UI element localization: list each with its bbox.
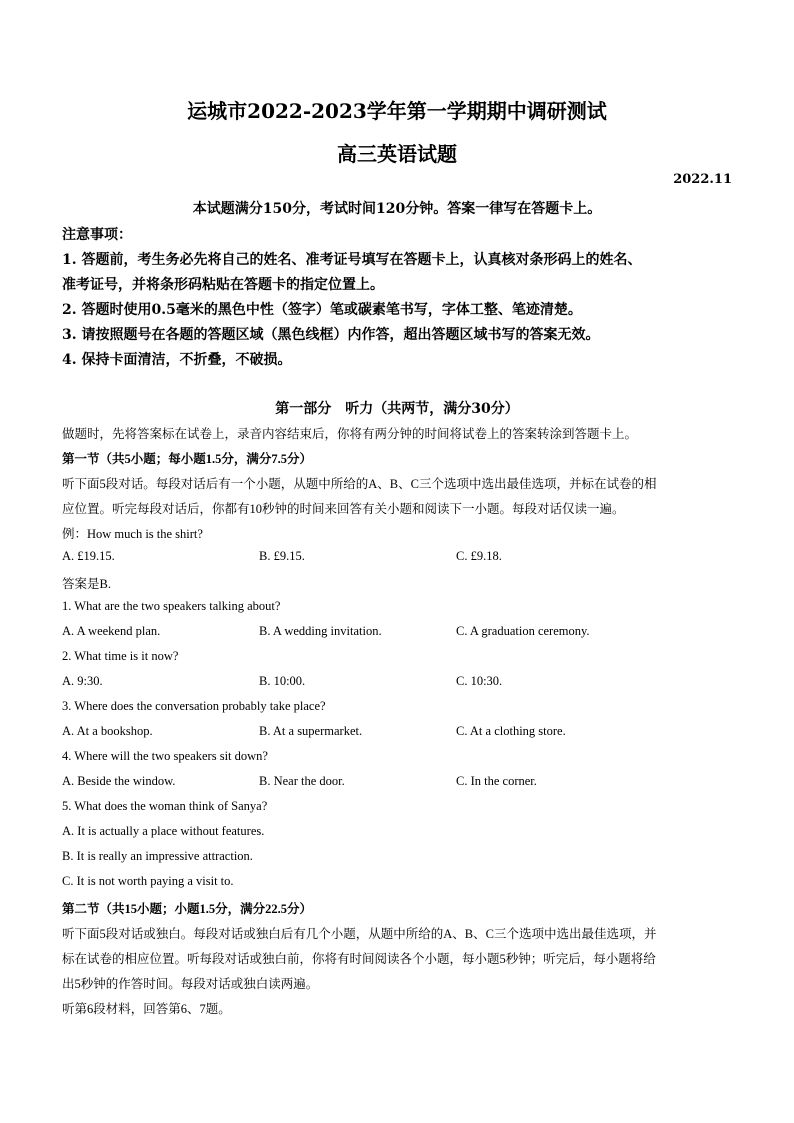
section2-desc-2: 标在试卷的相应位置。听每段对话或独白前，你将有时间阅读各个小题，每小题5秒钟；听完后，每小题将给: [62, 952, 656, 966]
example-answer: 答案是B.: [62, 577, 111, 591]
question-1-option-c: C. A graduation ceremony.: [456, 624, 590, 638]
example-option-b: B. £9.15.: [259, 549, 305, 563]
section1-desc-2: 应位置。听完每段对话后，你都有10秒钟的时间来回答有关小题和阅读下一小题。每段对话仅读一遍。: [62, 502, 625, 516]
question-1: 1. What are the two speakers talking about?: [62, 599, 281, 613]
question-5-option-b: B. It is really an impressive attraction.: [62, 849, 253, 863]
question-1-option-a: A. A weekend plan.: [62, 624, 161, 638]
notice-item-1: 1. 答题前，考生务必先将自己的姓名、准考证号填写在答题卡上，认真核对条形码上的姓名、: [62, 252, 642, 268]
question-3-option-a: A. At a bookshop.: [62, 724, 153, 738]
exam-info: 本试题满分150分，考试时间120分钟。答案一律写在答题卡上。: [192, 201, 602, 217]
exam-date: 2022.11: [673, 172, 732, 187]
section2-material: 听第6段材料，回答第6、7题。: [62, 1002, 231, 1016]
question-5-option-a: A. It is actually a place without features.: [62, 824, 265, 838]
question-4-option-a: A. Beside the window.: [62, 774, 176, 788]
question-3-option-b: B. At a supermarket.: [259, 724, 363, 738]
exam-title: 运城市2022-2023学年第一学期期中调研测试: [187, 99, 607, 123]
notice-item-3: 3. 请按照题号在各题的答题区域（黑色线框）内作答，超出答题区域书写的答案无效。: [62, 327, 600, 343]
question-4: 4. Where will the two speakers sit down?: [62, 749, 268, 763]
question-5: 5. What does the woman think of Sanya?: [62, 799, 268, 813]
example-option-a: A. £19.15.: [62, 549, 115, 563]
notice-heading: 注意事项：: [62, 227, 132, 243]
notice-item-2: 2. 答题时使用0.5毫米的黑色中性（签字）笔或碳素笔书写，字体工整、笔迹清楚。: [62, 302, 582, 318]
notice-item-4: 4. 保持卡面清洁，不折叠，不破损。: [62, 352, 292, 368]
question-1-option-b: B. A wedding invitation.: [259, 624, 382, 638]
question-3-option-c: C. At a clothing store.: [456, 724, 566, 738]
question-2-option-b: B. 10:00.: [259, 674, 306, 688]
question-2-option-c: C. 10:30.: [456, 674, 503, 688]
example-question: 例：How much is the shirt?: [62, 527, 203, 541]
section2-desc-1: 听下面5段对话或独白。每段对话或独白后有几个小题，从题中所给的A、B、C三个选项中选出最佳选项，并: [62, 927, 657, 941]
question-5-option-c: C. It is not worth paying a visit to.: [62, 874, 234, 888]
question-2: 2. What time is it now?: [62, 649, 179, 663]
question-2-option-a: A. 9:30.: [62, 674, 103, 688]
example-option-c: C. £9.18.: [456, 549, 502, 563]
part1-instruction: 做题时，先将答案标在试卷上，录音内容结束后，你将有两分钟的时间将试卷上的答案转涂到答题卡上。: [62, 427, 638, 441]
section1-heading: 第一节（共5小题；每小题1.5分，满分7.5分）: [62, 452, 313, 466]
section2-heading: 第二节（共15小题；小题1.5分，满分22.5分）: [62, 902, 313, 916]
section2-desc-3: 出5秒钟的作答时间。每段对话或独白读两遍。: [62, 977, 319, 991]
section1-desc-1: 听下面5段对话。每段对话后有一个小题，从题中所给的A、B、C三个选项中选出最佳选项，并标在试卷的相: [62, 477, 657, 491]
question-4-option-b: B. Near the door.: [259, 774, 345, 788]
question-4-option-c: C. In the corner.: [456, 774, 537, 788]
question-3: 3. Where does the conversation probably take place?: [62, 699, 326, 713]
exam-subtitle: 高三英语试题: [337, 142, 457, 166]
part1-heading: 第一部分 听力（共两节，满分30分）: [275, 401, 519, 417]
notice-item-1-cont: 准考证号，并将条形码粘贴在答题卡的指定位置上。: [62, 277, 384, 293]
